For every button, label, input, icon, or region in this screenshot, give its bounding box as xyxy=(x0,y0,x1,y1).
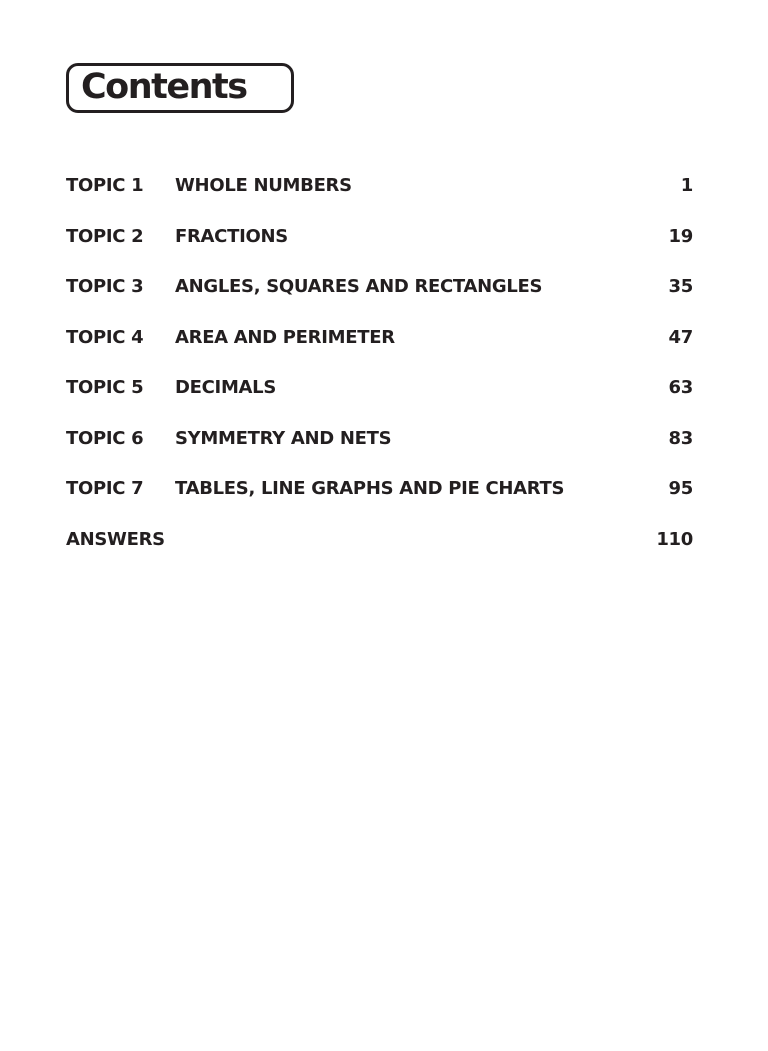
toc-entry-topic-3[interactable] xyxy=(66,273,693,324)
toc-page-number: 35 xyxy=(668,276,693,297)
toc-topic-title: AREA AND PERIMETER xyxy=(175,326,395,348)
toc-topic-label: TOPIC 1 xyxy=(66,175,144,196)
toc-topic-label: TOPIC 2 xyxy=(66,225,144,247)
table-of-contents xyxy=(66,172,693,576)
toc-topic-title: ANGLES, SQUARES AND RECTANGLES xyxy=(175,276,543,297)
toc-topic-label: TOPIC 5 xyxy=(66,377,144,398)
contents-heading-box xyxy=(66,63,294,113)
toc-page-number: 63 xyxy=(668,377,693,398)
toc-entry-topic-2[interactable] xyxy=(66,223,693,274)
toc-entry-answers[interactable] xyxy=(66,526,693,577)
toc-entry-topic-5[interactable] xyxy=(66,374,693,425)
toc-page-number: 83 xyxy=(668,427,693,449)
toc-topic-title: SYMMETRY AND NETS xyxy=(175,427,392,449)
toc-topic-label: TOPIC 7 xyxy=(66,478,144,499)
toc-page-number: 1 xyxy=(680,175,693,196)
toc-entry-topic-6[interactable] xyxy=(66,425,693,476)
page-title: Contents xyxy=(81,66,247,107)
toc-answers-label: ANSWERS xyxy=(66,528,165,550)
toc-topic-title: WHOLE NUMBERS xyxy=(175,175,352,196)
toc-topic-label: TOPIC 4 xyxy=(66,326,144,348)
toc-entry-topic-7[interactable] xyxy=(66,475,693,526)
toc-entry-topic-4[interactable] xyxy=(66,324,693,375)
toc-entry-topic-1[interactable] xyxy=(66,172,693,223)
toc-topic-title: TABLES, LINE GRAPHS AND PIE CHARTS xyxy=(175,478,565,499)
toc-page-number: 19 xyxy=(668,225,693,247)
toc-page-number: 47 xyxy=(668,326,693,348)
toc-page-number: 95 xyxy=(668,478,693,499)
toc-topic-title: DECIMALS xyxy=(175,377,277,398)
toc-topic-label: TOPIC 6 xyxy=(66,427,144,449)
toc-topic-title: FRACTIONS xyxy=(175,225,288,247)
toc-topic-label: TOPIC 3 xyxy=(66,276,144,297)
toc-page-number: 110 xyxy=(656,528,693,550)
